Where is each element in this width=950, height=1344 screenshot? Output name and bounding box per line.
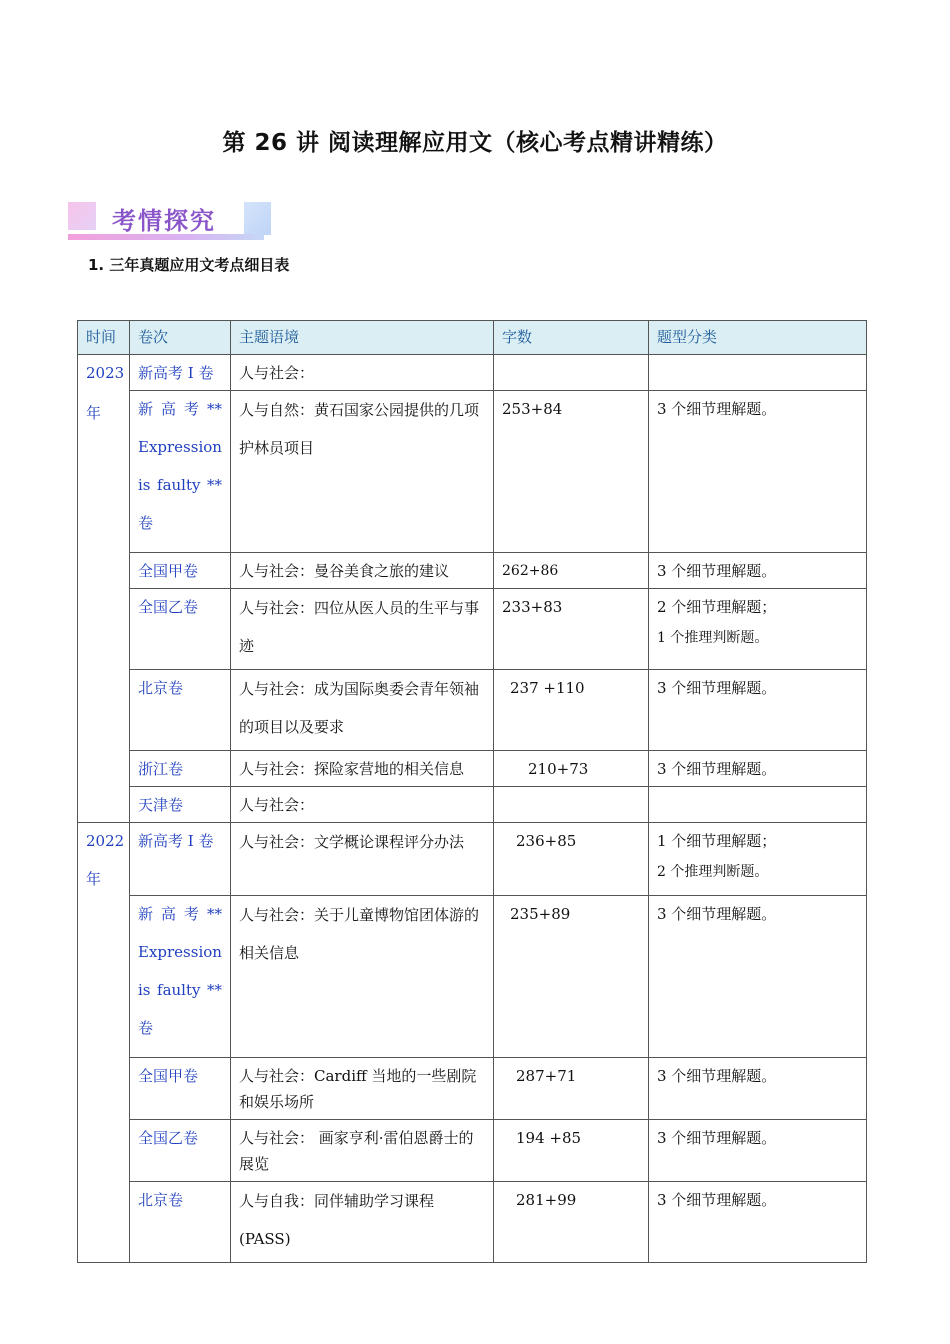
table-row: [78, 670, 867, 751]
paper-cell: 新高考 I 卷: [130, 823, 231, 896]
theme-cell: 人与自我：同伴辅助学习课程(PASS): [231, 1182, 494, 1263]
header-question-types: 题型分类: [649, 321, 867, 355]
table-row: [78, 553, 867, 589]
word-count-cell: 287+71: [494, 1058, 649, 1120]
theme-cell: 人与社会：关于儿童博物馆团体游的相关信息: [231, 896, 494, 1058]
paper-word: **: [207, 905, 222, 923]
header-word-count: 字数: [494, 321, 649, 355]
banner-left-square-decoration: [68, 202, 96, 230]
paper-word: **: [207, 476, 222, 494]
word-count-cell: 210+73: [494, 751, 649, 787]
question-types-cell: [649, 355, 867, 391]
paper-cell: 天津卷: [130, 787, 231, 823]
paper-cell: 浙江卷: [130, 751, 231, 787]
word-count-cell: 236+85: [494, 823, 649, 896]
header-theme: 主题语境: [231, 321, 494, 355]
word-count-cell: [494, 355, 649, 391]
year-label: 2023: [86, 364, 125, 382]
paper-word: 卷: [138, 1019, 154, 1037]
paper-cell: 全国甲卷: [130, 1058, 231, 1120]
paper-cell: 全国乙卷: [130, 1120, 231, 1182]
question-types-cell: 3 个细节理解题。: [649, 1058, 867, 1120]
paper-word: faulty: [157, 476, 201, 494]
question-type-line: 2 个推理判断题。: [657, 864, 769, 880]
exam-points-table: [77, 320, 867, 1263]
paper-word: Expression: [138, 943, 222, 961]
paper-word: 高: [161, 905, 177, 923]
paper-word: 考: [184, 400, 200, 418]
paper-cell: [130, 391, 231, 553]
paper-word: 高: [161, 400, 177, 418]
year-suffix: 年: [86, 870, 102, 888]
paper-word: 卷: [138, 514, 154, 532]
paper-cell: 全国乙卷: [130, 589, 231, 670]
paper-word: 新: [138, 905, 154, 923]
question-type-line: 2 个细节理解题；: [657, 598, 777, 616]
theme-cell: 人与社会：四位从医人员的生平与事迹: [231, 589, 494, 670]
theme-cell: 人与社会：: [231, 355, 494, 391]
table-row: [78, 355, 867, 391]
question-type-line: 1 个细节理解题；: [657, 832, 777, 850]
table-row: [78, 589, 867, 670]
table-row: [78, 751, 867, 787]
header-time: 时间: [78, 321, 130, 355]
word-count-cell: 262+86: [494, 553, 649, 589]
paper-word: is: [138, 981, 151, 999]
theme-cell: 人与社会：曼谷美食之旅的建议: [231, 553, 494, 589]
page-title: 第 26 讲 阅读理解应用文（核心考点精讲精练）: [222, 130, 728, 156]
question-types-cell: [649, 823, 867, 896]
theme-cell: 人与社会：: [231, 787, 494, 823]
table-row: [78, 787, 867, 823]
table-row: [78, 1058, 867, 1120]
paper-word: **: [207, 400, 222, 418]
banner-right-square-decoration: [244, 202, 271, 235]
year-label: 2022: [86, 832, 125, 850]
theme-cell: 人与社会：成为国际奥委会青年领袖的项目以及要求: [231, 670, 494, 751]
year-suffix: 年: [86, 404, 102, 422]
theme-cell: 人与自然：黄石国家公园提供的几项护林员项目: [231, 391, 494, 553]
section-banner: [68, 200, 271, 242]
table-row: [78, 1182, 867, 1263]
paper-cell: 北京卷: [130, 670, 231, 751]
question-types-cell: 3 个细节理解题。: [649, 1182, 867, 1263]
word-count-cell: 235+89: [494, 896, 649, 1058]
question-types-cell: 3 个细节理解题。: [649, 751, 867, 787]
table-header-row: [78, 321, 867, 355]
word-count-cell: 253+84: [494, 391, 649, 553]
question-types-cell: 3 个细节理解题。: [649, 391, 867, 553]
header-paper: 卷次: [130, 321, 231, 355]
paper-word: 新: [138, 400, 154, 418]
question-types-cell: [649, 589, 867, 670]
question-types-cell: 3 个细节理解题。: [649, 1120, 867, 1182]
theme-cell: 人与社会：探险家营地的相关信息: [231, 751, 494, 787]
year-cell-2023: [78, 355, 130, 823]
word-count-cell: 237 +110: [494, 670, 649, 751]
word-count-cell: [494, 787, 649, 823]
word-count-cell: 281+99: [494, 1182, 649, 1263]
table-row: [78, 896, 867, 1058]
paper-cell: 全国甲卷: [130, 553, 231, 589]
paper-cell: 北京卷: [130, 1182, 231, 1263]
section-heading: 1. 三年真题应用文考点细目表: [88, 256, 290, 274]
banner-text: 考情探究: [112, 207, 216, 235]
theme-cell: 人与社会：Cardiff 当地的一些剧院和娱乐场所: [231, 1058, 494, 1120]
theme-cell: 人与社会：文学概论课程评分办法: [231, 823, 494, 896]
year-cell-2022: [78, 823, 130, 1263]
word-count-cell: 233+83: [494, 589, 649, 670]
paper-word: faulty: [157, 981, 201, 999]
paper-word: 考: [184, 905, 200, 923]
question-types-cell: 3 个细节理解题。: [649, 553, 867, 589]
word-count-cell: 194 +85: [494, 1120, 649, 1182]
question-types-cell: 3 个细节理解题。: [649, 896, 867, 1058]
paper-word: Expression: [138, 438, 222, 456]
paper-cell: 新高考 I 卷: [130, 355, 231, 391]
paper-word: **: [207, 981, 222, 999]
table-row: [78, 823, 867, 896]
table-row: [78, 391, 867, 553]
theme-cell: 人与社会： 画家亨利·雷伯恩爵士的展览: [231, 1120, 494, 1182]
question-types-cell: [649, 787, 867, 823]
paper-word: is: [138, 476, 151, 494]
paper-cell: [130, 896, 231, 1058]
question-type-line: 1 个推理判断题。: [657, 630, 769, 646]
question-types-cell: 3 个细节理解题。: [649, 670, 867, 751]
table-row: [78, 1120, 867, 1182]
